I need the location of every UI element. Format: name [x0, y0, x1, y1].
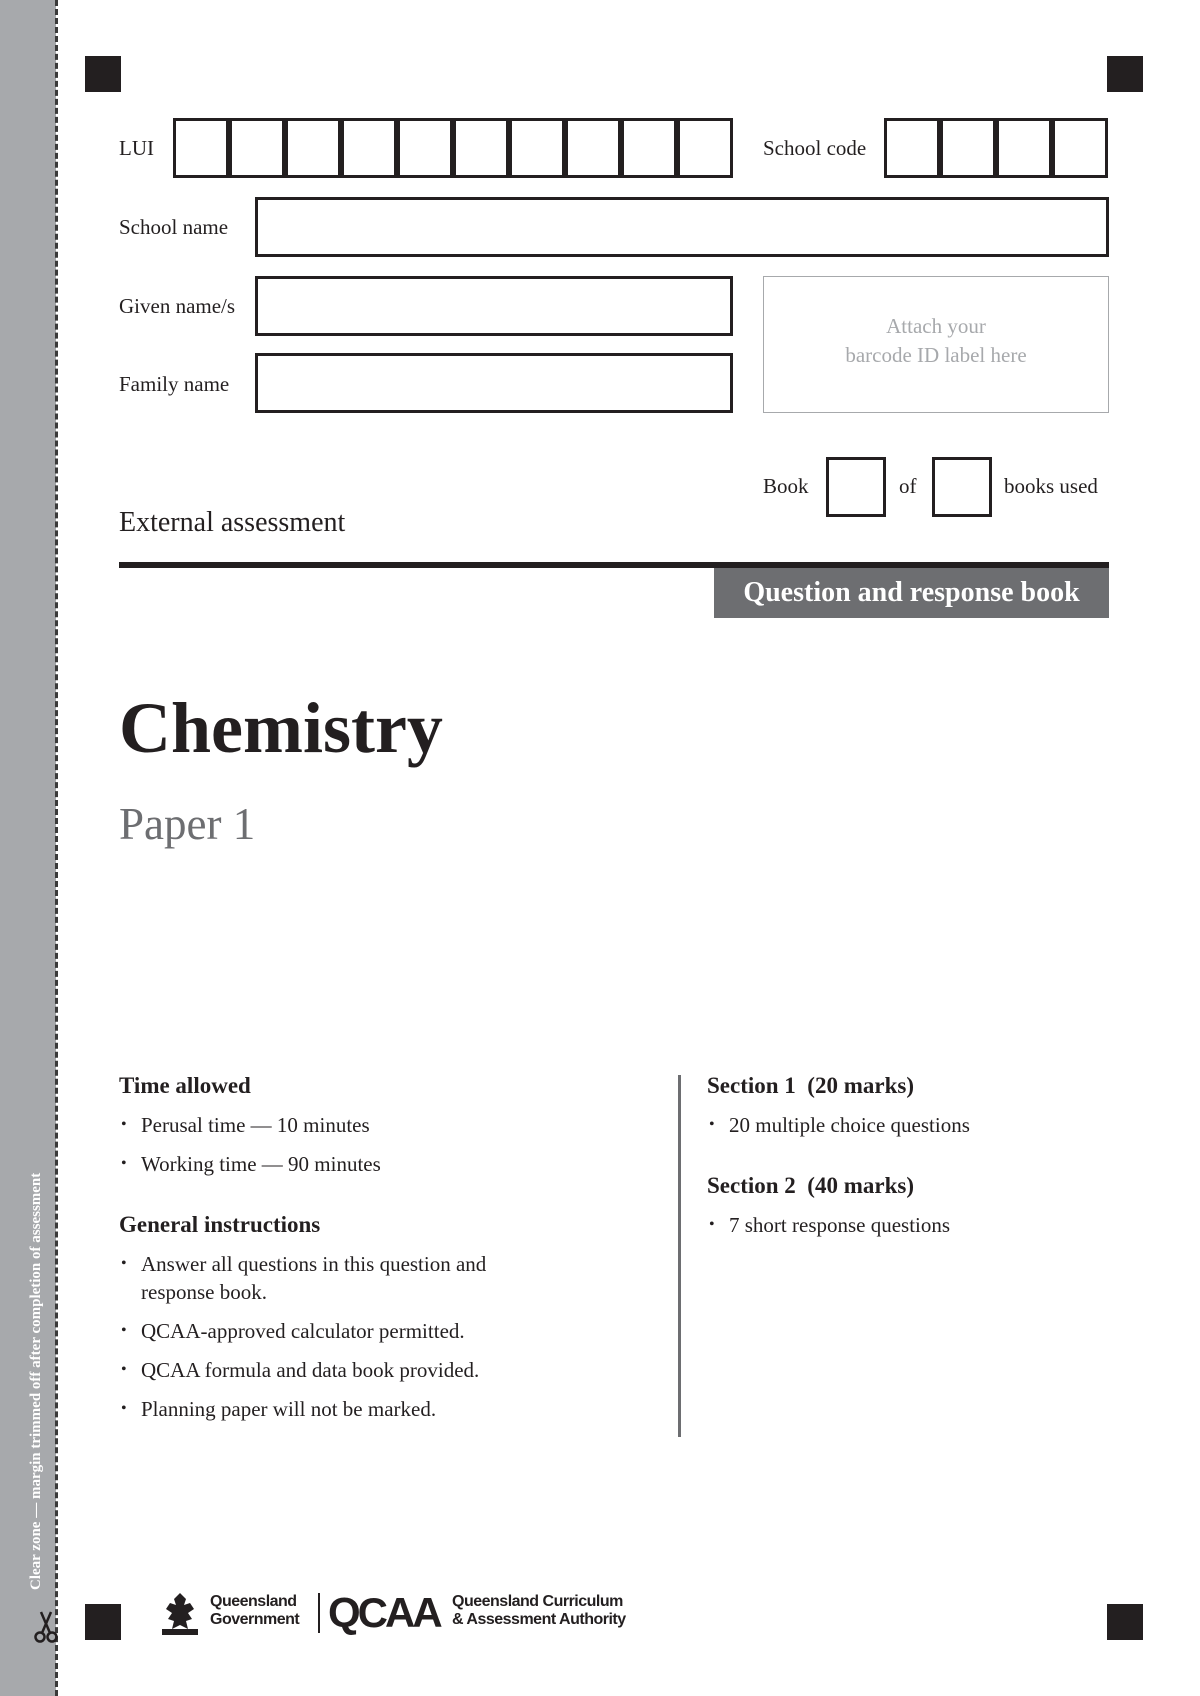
section-1-list: [707, 1111, 1107, 1139]
queensland-crest-icon: [154, 1589, 206, 1639]
book-number-field[interactable]: [826, 457, 886, 517]
sections-column: [707, 1073, 1107, 1239]
time-allowed-heading: Time allowed: [119, 1073, 251, 1098]
assessment-type: External assessment: [119, 507, 346, 538]
character-box[interactable]: [677, 118, 733, 178]
character-box[interactable]: [940, 118, 996, 178]
family-name-label: Family name: [119, 372, 230, 396]
section-1-heading: Section 1 (20 marks): [707, 1073, 914, 1098]
list-item: • Working time — 90 minutes: [119, 1150, 569, 1178]
character-box[interactable]: [285, 118, 341, 178]
family-name-field[interactable]: [255, 353, 733, 413]
school-code-field[interactable]: [884, 118, 1109, 178]
column-divider: [678, 1075, 681, 1437]
scissors-icon: [34, 1610, 58, 1644]
list-item: • QCAA formula and data book provided.: [119, 1356, 569, 1384]
list-item: • Answer all questions in this question and response book.: [119, 1250, 541, 1306]
school-name-field[interactable]: [255, 197, 1109, 257]
school-code-label: School code: [763, 136, 867, 160]
barcode-instruction-line1: Attach your: [886, 314, 986, 338]
general-instructions-heading: General instructions: [119, 1212, 321, 1237]
character-box[interactable]: [996, 118, 1052, 178]
list-item: • 20 multiple choice questions: [707, 1111, 1107, 1139]
lui-field[interactable]: [173, 118, 733, 178]
time-allowed-list: [119, 1111, 569, 1178]
list-item: • 7 short response questions: [707, 1211, 1107, 1239]
character-box[interactable]: [229, 118, 285, 178]
list-item: • QCAA-approved calculator permitted.: [119, 1317, 569, 1345]
book-label: Book: [763, 474, 809, 498]
list-item: • Planning paper will not be marked.: [119, 1395, 569, 1423]
book-type-banner: Question and response book: [714, 568, 1109, 618]
registration-mark-bottom-right: [1107, 1604, 1143, 1640]
character-box[interactable]: [884, 118, 940, 178]
lui-label: LUI: [119, 136, 154, 160]
list-item: • Perusal time — 10 minutes: [119, 1111, 569, 1139]
logo-divider: [318, 1593, 320, 1633]
of-label: of: [899, 474, 917, 498]
cut-line: [55, 0, 58, 1696]
character-box[interactable]: [565, 118, 621, 178]
character-box[interactable]: [453, 118, 509, 178]
books-total-field[interactable]: [932, 457, 992, 517]
general-instructions-list: [119, 1250, 569, 1423]
character-box[interactable]: [1052, 118, 1108, 178]
registration-mark-bottom-left: [85, 1604, 121, 1640]
school-name-label: School name: [119, 215, 229, 239]
paper-subtitle: Paper 1: [119, 799, 256, 849]
subject-title: Chemistry: [119, 688, 443, 768]
instructions-column: [119, 1073, 569, 1423]
section-2-heading: Section 2 (40 marks): [707, 1173, 914, 1198]
footer-logos: [150, 1585, 640, 1641]
barcode-label-area: [763, 276, 1109, 413]
character-box[interactable]: [621, 118, 677, 178]
qcaa-logo: QCAA: [328, 1589, 440, 1636]
books-used-label: books used: [1004, 474, 1098, 498]
given-names-field[interactable]: [255, 276, 733, 336]
qld-government-wordmark: Queensland Government: [210, 1593, 300, 1628]
clear-zone-text: Clear zone — margin trimmed off after completion of assessment: [28, 1172, 44, 1590]
character-box[interactable]: [341, 118, 397, 178]
section-2-list: [707, 1211, 1107, 1239]
given-names-label: Given name/s: [119, 294, 236, 318]
registration-mark-top-right: [1107, 56, 1143, 92]
barcode-instruction-line2: barcode ID label here: [845, 343, 1027, 367]
qcaa-wordmark: Queensland Curriculum & Assessment Authority: [452, 1593, 626, 1628]
character-box[interactable]: [397, 118, 453, 178]
registration-mark-top-left: [85, 56, 121, 92]
character-box[interactable]: [173, 118, 229, 178]
character-box[interactable]: [509, 118, 565, 178]
